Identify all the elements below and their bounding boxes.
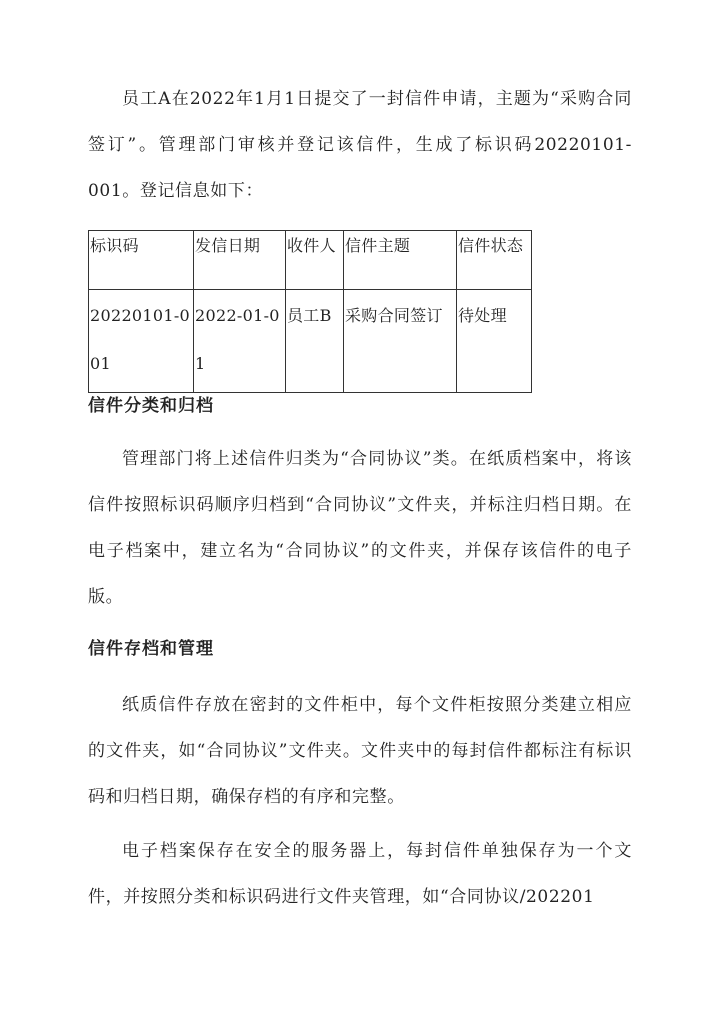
- header-recipient: 收件人: [286, 231, 344, 290]
- section-heading-classification: 信件分类和归档: [88, 396, 214, 416]
- header-send-date: 发信日期: [194, 231, 286, 290]
- storage-paragraph-paper: 纸质信件存放在密封的文件柜中，每个文件柜按照分类建立相应的文件夹，如“合同协议”文件夹。文件夹中的每封信件都标注有标识码和归档日期，确保存档的有序和完整。: [88, 695, 632, 807]
- cell-recipient: 员工B: [286, 290, 344, 393]
- cell-status: 待处理: [457, 290, 532, 393]
- registration-table: [88, 230, 532, 393]
- cell-send-date: 2022-01-01: [194, 290, 286, 393]
- table-row: [89, 290, 532, 393]
- header-id: 标识码: [89, 231, 194, 290]
- section-heading-storage: 信件存档和管理: [88, 639, 214, 659]
- storage-paragraph-electronic: 电子档案保存在安全的服务器上，每封信件单独保存为一个文件，并按照分类和标识码进行文件夹管理，如“合同协议/202201: [88, 841, 632, 907]
- table-header-row: [89, 231, 532, 290]
- classification-paragraph: 管理部门将上述信件归类为“合同协议”类。在纸质档案中，将该信件按照标识码顺序归档到“合同协议”文件夹，并标注归档日期。在电子档案中，建立名为“合同协议”的文件夹，并保存该信件的电子版。: [88, 449, 632, 607]
- cell-subject: 采购合同签订: [344, 290, 457, 393]
- cell-id: 20220101-001: [89, 290, 194, 393]
- header-status: 信件状态: [457, 231, 532, 290]
- intro-paragraph: 员工A在2022年1月1日提交了一封信件申请，主题为“采购合同签订”。管理部门审核并登记该信件，生成了标识码20220101-001。登记信息如下：: [88, 89, 632, 201]
- header-subject: 信件主题: [344, 231, 457, 290]
